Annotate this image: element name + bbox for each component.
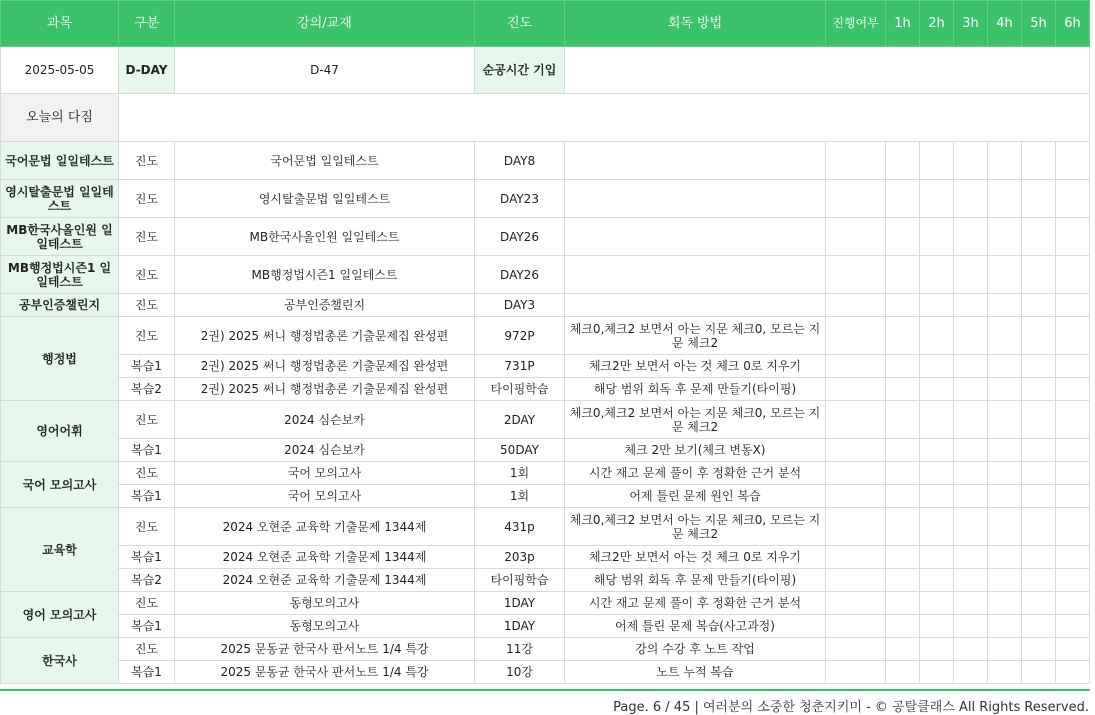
hour-2-cell[interactable] bbox=[920, 569, 954, 592]
hour-5-cell[interactable] bbox=[1022, 439, 1056, 462]
hour-1-cell[interactable] bbox=[886, 142, 920, 180]
header-hour-3: 3h bbox=[954, 1, 988, 47]
hour-4-cell[interactable] bbox=[988, 294, 1022, 317]
hour-6-cell[interactable] bbox=[1056, 256, 1090, 294]
hour-6-cell[interactable] bbox=[1056, 462, 1090, 485]
method-cell: 시간 재고 문제 풀이 후 정확한 근거 분석 bbox=[565, 592, 826, 615]
progress-cell: 731P bbox=[475, 355, 565, 378]
hour-5-cell[interactable] bbox=[1022, 401, 1056, 439]
hour-4-cell[interactable] bbox=[988, 508, 1022, 546]
hour-5-cell[interactable] bbox=[1022, 294, 1056, 317]
method-cell bbox=[565, 294, 826, 317]
category-cell: 복습1 bbox=[119, 355, 175, 378]
hour-2-cell[interactable] bbox=[920, 661, 954, 684]
subject-cell: 영어어휘 bbox=[1, 401, 119, 462]
hour-5-cell[interactable] bbox=[1022, 256, 1056, 294]
header-progress: 진도 bbox=[475, 1, 565, 47]
table-row bbox=[1, 294, 1090, 317]
hour-3-cell[interactable] bbox=[954, 401, 988, 439]
progress-cell: 203p bbox=[475, 546, 565, 569]
lecture-cell: 2024 오현준 교육학 기출문제 1344제 bbox=[175, 546, 475, 569]
method-cell: 체크0,체크2 보면서 아는 지문 체크0, 모르는 지문 체크2 bbox=[565, 508, 826, 546]
header-done: 진행여부 bbox=[826, 1, 886, 47]
table-row bbox=[1, 508, 1090, 546]
hour-3-cell[interactable] bbox=[954, 638, 988, 661]
hour-1-cell[interactable] bbox=[886, 218, 920, 256]
method-cell: 해당 범위 회독 후 문제 만들기(타이핑) bbox=[565, 569, 826, 592]
lecture-cell: 국어 모의고사 bbox=[175, 485, 475, 508]
method-cell bbox=[565, 142, 826, 180]
subject-cell: 영시탈출문법 일일테스트 bbox=[1, 180, 119, 218]
hour-4-cell[interactable] bbox=[988, 462, 1022, 485]
done-checkbox[interactable] bbox=[826, 294, 886, 317]
done-checkbox[interactable] bbox=[826, 401, 886, 439]
subject-cell: MB행정법시즌1 일일테스트 bbox=[1, 256, 119, 294]
subject-cell: MB한국사올인원 일일테스트 bbox=[1, 218, 119, 256]
done-checkbox[interactable] bbox=[826, 317, 886, 355]
done-checkbox[interactable] bbox=[826, 485, 886, 508]
hour-6-cell[interactable] bbox=[1056, 218, 1090, 256]
hour-1-cell[interactable] bbox=[886, 508, 920, 546]
dday-label: D-DAY bbox=[119, 47, 175, 94]
hour-5-cell[interactable] bbox=[1022, 661, 1056, 684]
progress-cell: DAY26 bbox=[475, 218, 565, 256]
table-row bbox=[1, 485, 1090, 508]
page-footer: Page. 6 / 45 | 여러분의 소중한 청춘지키미 - © 공탈클래스 All Rights Reserved. bbox=[613, 700, 1089, 715]
lecture-cell: 국어문법 일일테스트 bbox=[175, 142, 475, 180]
hour-4-cell[interactable] bbox=[988, 485, 1022, 508]
hour-4-cell[interactable] bbox=[988, 378, 1022, 401]
method-cell bbox=[565, 218, 826, 256]
lecture-cell: 2024 오현준 교육학 기출문제 1344제 bbox=[175, 569, 475, 592]
progress-cell: DAY26 bbox=[475, 256, 565, 294]
hour-1-cell[interactable] bbox=[886, 569, 920, 592]
hour-3-cell[interactable] bbox=[954, 355, 988, 378]
hour-5-cell[interactable] bbox=[1022, 462, 1056, 485]
hour-2-cell[interactable] bbox=[920, 546, 954, 569]
hour-6-cell[interactable] bbox=[1056, 439, 1090, 462]
method-cell: 체크0,체크2 보면서 아는 지문 체크0, 모르는 지문 체크2 bbox=[565, 401, 826, 439]
category-cell: 진도 bbox=[119, 256, 175, 294]
hour-2-cell[interactable] bbox=[920, 401, 954, 439]
progress-cell: 1회 bbox=[475, 485, 565, 508]
method-cell: 체크0,체크2 보면서 아는 지문 체크0, 모르는 지문 체크2 bbox=[565, 317, 826, 355]
hour-5-cell[interactable] bbox=[1022, 592, 1056, 615]
hour-2-cell[interactable] bbox=[920, 592, 954, 615]
done-checkbox[interactable] bbox=[826, 218, 886, 256]
hour-5-cell[interactable] bbox=[1022, 378, 1056, 401]
lecture-cell: 2025 문동균 한국사 판서노트 1/4 특강 bbox=[175, 638, 475, 661]
pledge-input[interactable] bbox=[119, 94, 1090, 142]
table-row bbox=[1, 317, 1090, 355]
header-hour-6: 6h bbox=[1056, 1, 1090, 47]
hour-2-cell[interactable] bbox=[920, 485, 954, 508]
lecture-cell: MB한국사올인원 일일테스트 bbox=[175, 218, 475, 256]
done-checkbox[interactable] bbox=[826, 508, 886, 546]
hour-2-cell[interactable] bbox=[920, 508, 954, 546]
hour-1-cell[interactable] bbox=[886, 401, 920, 439]
hour-5-cell[interactable] bbox=[1022, 218, 1056, 256]
hour-1-cell[interactable] bbox=[886, 592, 920, 615]
hour-5-cell[interactable] bbox=[1022, 180, 1056, 218]
progress-cell: 1DAY bbox=[475, 615, 565, 638]
lecture-cell: MB행정법시즌1 일일테스트 bbox=[175, 256, 475, 294]
hour-5-cell[interactable] bbox=[1022, 355, 1056, 378]
hour-3-cell[interactable] bbox=[954, 462, 988, 485]
lecture-cell: 영시탈출문법 일일테스트 bbox=[175, 180, 475, 218]
hour-4-cell[interactable] bbox=[988, 317, 1022, 355]
hour-2-cell[interactable] bbox=[920, 378, 954, 401]
subject-cell: 영어 모의고사 bbox=[1, 592, 119, 638]
hour-2-cell[interactable] bbox=[920, 218, 954, 256]
category-cell: 진도 bbox=[119, 508, 175, 546]
subject-cell: 한국사 bbox=[1, 638, 119, 684]
done-checkbox[interactable] bbox=[826, 638, 886, 661]
hour-6-cell[interactable] bbox=[1056, 546, 1090, 569]
table-row bbox=[1, 355, 1090, 378]
hour-4-cell[interactable] bbox=[988, 256, 1022, 294]
method-cell: 어제 틀린 문제 복습(사고과정) bbox=[565, 615, 826, 638]
category-cell: 진도 bbox=[119, 317, 175, 355]
hour-1-cell[interactable] bbox=[886, 317, 920, 355]
method-cell: 체크2만 보면서 아는 것 체크 0로 지우기 bbox=[565, 355, 826, 378]
table-row bbox=[1, 462, 1090, 485]
hour-2-cell[interactable] bbox=[920, 256, 954, 294]
hour-5-cell[interactable] bbox=[1022, 638, 1056, 661]
table-row bbox=[1, 256, 1090, 294]
hour-5-cell[interactable] bbox=[1022, 508, 1056, 546]
lecture-cell: 국어 모의고사 bbox=[175, 462, 475, 485]
table-row bbox=[1, 638, 1090, 661]
hour-6-cell[interactable] bbox=[1056, 378, 1090, 401]
progress-cell: 11강 bbox=[475, 638, 565, 661]
progress-cell: 972P bbox=[475, 317, 565, 355]
hour-3-cell[interactable] bbox=[954, 485, 988, 508]
hour-4-cell[interactable] bbox=[988, 401, 1022, 439]
category-cell: 복습1 bbox=[119, 546, 175, 569]
table-row bbox=[1, 401, 1090, 439]
method-cell: 시간 재고 문제 풀이 후 정확한 근거 분석 bbox=[565, 462, 826, 485]
hour-1-cell[interactable] bbox=[886, 615, 920, 638]
hour-1-cell[interactable] bbox=[886, 439, 920, 462]
date-cell: 2025-05-05 bbox=[1, 47, 119, 94]
subject-cell: 국어문법 일일테스트 bbox=[1, 142, 119, 180]
hour-6-cell[interactable] bbox=[1056, 142, 1090, 180]
hour-2-cell[interactable] bbox=[920, 317, 954, 355]
hour-4-cell[interactable] bbox=[988, 638, 1022, 661]
progress-cell: 1회 bbox=[475, 462, 565, 485]
method-cell: 체크2만 보면서 아는 것 체크 0로 지우기 bbox=[565, 546, 826, 569]
hour-4-cell[interactable] bbox=[988, 661, 1022, 684]
method-cell: 해당 범위 회독 후 문제 만들기(타이핑) bbox=[565, 378, 826, 401]
hour-1-cell[interactable] bbox=[886, 378, 920, 401]
hour-3-cell[interactable] bbox=[954, 142, 988, 180]
lecture-cell: 2권) 2025 써니 행정법총론 기출문제집 완성편 bbox=[175, 355, 475, 378]
hour-3-cell[interactable] bbox=[954, 218, 988, 256]
hour-3-cell[interactable] bbox=[954, 256, 988, 294]
progress-cell: 타이핑학습 bbox=[475, 569, 565, 592]
table-row bbox=[1, 378, 1090, 401]
done-checkbox[interactable] bbox=[826, 462, 886, 485]
hour-4-cell[interactable] bbox=[988, 218, 1022, 256]
done-checkbox[interactable] bbox=[826, 592, 886, 615]
subject-cell: 행정법 bbox=[1, 317, 119, 401]
hour-2-cell[interactable] bbox=[920, 355, 954, 378]
table-row bbox=[1, 569, 1090, 592]
hour-3-cell[interactable] bbox=[954, 180, 988, 218]
table-row bbox=[1, 546, 1090, 569]
header-lecture: 강의/교재 bbox=[175, 1, 475, 47]
header-hour-2: 2h bbox=[920, 1, 954, 47]
lecture-cell: 동형모의고사 bbox=[175, 592, 475, 615]
hour-4-cell[interactable] bbox=[988, 439, 1022, 462]
hour-3-cell[interactable] bbox=[954, 661, 988, 684]
hour-2-cell[interactable] bbox=[920, 462, 954, 485]
category-cell: 복습2 bbox=[119, 569, 175, 592]
hour-1-cell[interactable] bbox=[886, 638, 920, 661]
hour-6-cell[interactable] bbox=[1056, 485, 1090, 508]
pledge-label: 오늘의 다짐 bbox=[1, 94, 119, 142]
hour-1-cell[interactable] bbox=[886, 180, 920, 218]
hour-2-cell[interactable] bbox=[920, 180, 954, 218]
hour-5-cell[interactable] bbox=[1022, 546, 1056, 569]
hour-1-cell[interactable] bbox=[886, 462, 920, 485]
done-checkbox[interactable] bbox=[826, 355, 886, 378]
method-cell: 어제 틀린 문제 원인 복습 bbox=[565, 485, 826, 508]
progress-cell: DAY23 bbox=[475, 180, 565, 218]
hour-6-cell[interactable] bbox=[1056, 592, 1090, 615]
lecture-cell: 2024 오현준 교육학 기출문제 1344제 bbox=[175, 508, 475, 546]
table-row bbox=[1, 592, 1090, 615]
category-cell: 진도 bbox=[119, 142, 175, 180]
hour-4-cell[interactable] bbox=[988, 569, 1022, 592]
hour-5-cell[interactable] bbox=[1022, 317, 1056, 355]
category-cell: 진도 bbox=[119, 401, 175, 439]
hour-3-cell[interactable] bbox=[954, 317, 988, 355]
hour-1-cell[interactable] bbox=[886, 661, 920, 684]
hour-3-cell[interactable] bbox=[954, 294, 988, 317]
header-hour-4: 4h bbox=[988, 1, 1022, 47]
dday-value: D-47 bbox=[175, 47, 475, 94]
table-row bbox=[1, 661, 1090, 684]
category-cell: 복습1 bbox=[119, 615, 175, 638]
progress-cell: 431p bbox=[475, 508, 565, 546]
category-cell: 복습1 bbox=[119, 485, 175, 508]
hour-6-cell[interactable] bbox=[1056, 569, 1090, 592]
hour-4-cell[interactable] bbox=[988, 592, 1022, 615]
study-time-label: 순공시간 기입 bbox=[475, 47, 565, 94]
hour-4-cell[interactable] bbox=[988, 615, 1022, 638]
subject-cell: 교육학 bbox=[1, 508, 119, 592]
hour-3-cell[interactable] bbox=[954, 508, 988, 546]
done-checkbox[interactable] bbox=[826, 378, 886, 401]
progress-cell: 타이핑학습 bbox=[475, 378, 565, 401]
lecture-cell: 2024 심슨보카 bbox=[175, 401, 475, 439]
header-subject: 과목 bbox=[1, 1, 119, 47]
subject-cell: 공부인증챌린지 bbox=[1, 294, 119, 317]
header-hour-1: 1h bbox=[886, 1, 920, 47]
progress-cell: 2DAY bbox=[475, 401, 565, 439]
lecture-cell: 2024 심슨보카 bbox=[175, 439, 475, 462]
category-cell: 복습1 bbox=[119, 439, 175, 462]
hour-6-cell[interactable] bbox=[1056, 638, 1090, 661]
done-checkbox[interactable] bbox=[826, 142, 886, 180]
lecture-cell: 동형모의고사 bbox=[175, 615, 475, 638]
done-checkbox[interactable] bbox=[826, 615, 886, 638]
method-cell bbox=[565, 256, 826, 294]
hour-6-cell[interactable] bbox=[1056, 180, 1090, 218]
header-method: 회독 방법 bbox=[565, 1, 826, 47]
category-cell: 진도 bbox=[119, 462, 175, 485]
hour-3-cell[interactable] bbox=[954, 378, 988, 401]
header-hour-5: 5h bbox=[1022, 1, 1056, 47]
hour-5-cell[interactable] bbox=[1022, 615, 1056, 638]
plan-rows bbox=[1, 142, 1090, 684]
subject-cell: 국어 모의고사 bbox=[1, 462, 119, 508]
hour-2-cell[interactable] bbox=[920, 615, 954, 638]
hour-6-cell[interactable] bbox=[1056, 294, 1090, 317]
hour-2-cell[interactable] bbox=[920, 638, 954, 661]
hour-4-cell[interactable] bbox=[988, 546, 1022, 569]
category-cell: 복습2 bbox=[119, 378, 175, 401]
done-checkbox[interactable] bbox=[826, 661, 886, 684]
hour-6-cell[interactable] bbox=[1056, 355, 1090, 378]
hour-3-cell[interactable] bbox=[954, 546, 988, 569]
hour-1-cell[interactable] bbox=[886, 546, 920, 569]
table-row bbox=[1, 439, 1090, 462]
hour-1-cell[interactable] bbox=[886, 256, 920, 294]
category-cell: 진도 bbox=[119, 638, 175, 661]
footer-divider bbox=[0, 689, 1090, 691]
lecture-cell: 공부인증챌린지 bbox=[175, 294, 475, 317]
lecture-cell: 2권) 2025 써니 행정법총론 기출문제집 완성편 bbox=[175, 317, 475, 355]
done-checkbox[interactable] bbox=[826, 180, 886, 218]
category-cell: 진도 bbox=[119, 294, 175, 317]
hour-3-cell[interactable] bbox=[954, 615, 988, 638]
hour-1-cell[interactable] bbox=[886, 485, 920, 508]
header-category: 구분 bbox=[119, 1, 175, 47]
hour-4-cell[interactable] bbox=[988, 142, 1022, 180]
progress-cell: DAY8 bbox=[475, 142, 565, 180]
table-row bbox=[1, 218, 1090, 256]
hour-6-cell[interactable] bbox=[1056, 615, 1090, 638]
hour-2-cell[interactable] bbox=[920, 142, 954, 180]
category-cell: 복습1 bbox=[119, 661, 175, 684]
hour-6-cell[interactable] bbox=[1056, 508, 1090, 546]
progress-cell: 1DAY bbox=[475, 592, 565, 615]
hour-3-cell[interactable] bbox=[954, 592, 988, 615]
hour-1-cell[interactable] bbox=[886, 355, 920, 378]
progress-cell: 50DAY bbox=[475, 439, 565, 462]
hour-2-cell[interactable] bbox=[920, 294, 954, 317]
table-row bbox=[1, 180, 1090, 218]
progress-cell: 10강 bbox=[475, 661, 565, 684]
hour-6-cell[interactable] bbox=[1056, 401, 1090, 439]
study-time-input[interactable] bbox=[565, 47, 1090, 94]
hour-2-cell[interactable] bbox=[920, 439, 954, 462]
done-checkbox[interactable] bbox=[826, 569, 886, 592]
hour-3-cell[interactable] bbox=[954, 569, 988, 592]
hour-5-cell[interactable] bbox=[1022, 569, 1056, 592]
method-cell bbox=[565, 180, 826, 218]
table-row bbox=[1, 615, 1090, 638]
progress-cell: DAY3 bbox=[475, 294, 565, 317]
hour-6-cell[interactable] bbox=[1056, 661, 1090, 684]
method-cell: 노트 누적 복습 bbox=[565, 661, 826, 684]
hour-4-cell[interactable] bbox=[988, 355, 1022, 378]
method-cell: 체크 2만 보기(체크 변동X) bbox=[565, 439, 826, 462]
hour-4-cell[interactable] bbox=[988, 180, 1022, 218]
done-checkbox[interactable] bbox=[826, 439, 886, 462]
hour-5-cell[interactable] bbox=[1022, 485, 1056, 508]
done-checkbox[interactable] bbox=[826, 546, 886, 569]
lecture-cell: 2025 문동균 한국사 판서노트 1/4 특강 bbox=[175, 661, 475, 684]
hour-5-cell[interactable] bbox=[1022, 142, 1056, 180]
hour-6-cell[interactable] bbox=[1056, 317, 1090, 355]
table-row bbox=[1, 142, 1090, 180]
hour-1-cell[interactable] bbox=[886, 294, 920, 317]
category-cell: 진도 bbox=[119, 592, 175, 615]
method-cell: 강의 수강 후 노트 작업 bbox=[565, 638, 826, 661]
lecture-cell: 2권) 2025 써니 행정법총론 기출문제집 완성편 bbox=[175, 378, 475, 401]
category-cell: 진도 bbox=[119, 180, 175, 218]
hour-3-cell[interactable] bbox=[954, 439, 988, 462]
done-checkbox[interactable] bbox=[826, 256, 886, 294]
category-cell: 진도 bbox=[119, 218, 175, 256]
